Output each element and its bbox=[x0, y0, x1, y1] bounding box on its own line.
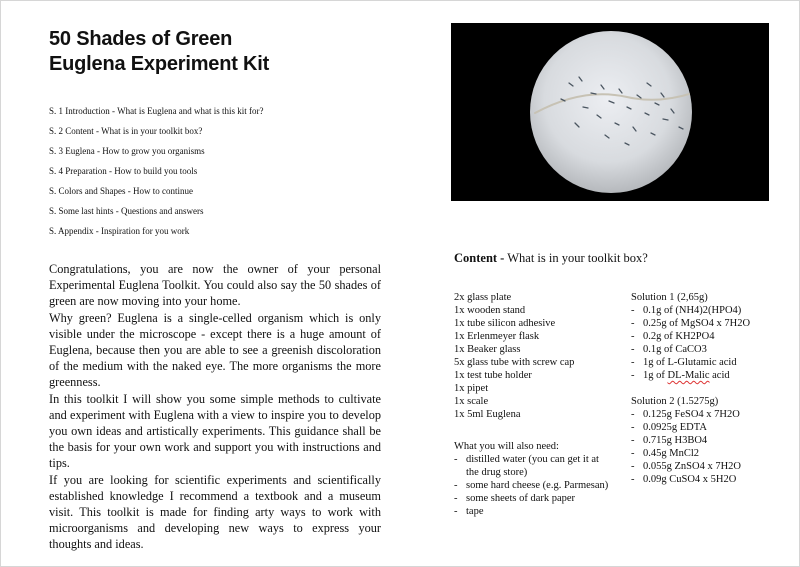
list-item: - tape bbox=[454, 505, 614, 518]
toc-item: S. 3 Euglena - How to grow you organisms bbox=[49, 146, 205, 156]
list-item: 1x scale bbox=[454, 396, 489, 407]
spellcheck-marked-word: DL-Malic bbox=[667, 370, 710, 381]
list-item: 1x pipet bbox=[454, 383, 489, 394]
list-item: - some sheets of dark paper bbox=[454, 492, 614, 505]
list-item: 2x glass plate bbox=[454, 292, 512, 303]
intro-paragraph: Why green? Euglena is a single-celled organism which is only visible under the microscope - except there is a huge amount of Euglena, because then you are able to see a greenish discoloration of the medium with the naked eye. The more organisms the more greenness. bbox=[49, 310, 381, 390]
toc-item: S. 1 Introduction - What is Euglena and what is this kit for? bbox=[49, 106, 264, 116]
microscope-image bbox=[451, 23, 769, 201]
intro-text bbox=[49, 261, 381, 553]
toc-item: S. Some last hints - Questions and answers bbox=[49, 206, 204, 216]
microscope-view bbox=[451, 23, 769, 201]
list-item: - 0.0925g EDTA bbox=[631, 421, 791, 434]
list-item: - 0.715g H3BO4 bbox=[631, 434, 791, 447]
list-item: 5x glass tube with screw cap bbox=[454, 357, 575, 368]
intro-paragraph: In this toolkit I will show you some simple methods to cultivate and experiment with Euglena with a view to inspire you to develop you own ideas and artistically experiments. This guidance shall be the basis for your own work and support you with instructions and tips. bbox=[49, 391, 381, 471]
list-item: - 0.055g ZnSO4 x 7H2O bbox=[631, 460, 791, 473]
list-item: 1x wooden stand bbox=[454, 305, 526, 316]
toc-item: S. 2 Content - What is in your toolkit box? bbox=[49, 126, 203, 136]
list-item bbox=[631, 369, 791, 382]
additional-needs-title: What you will also need: bbox=[454, 441, 559, 452]
item-prefix: 1g of bbox=[643, 370, 668, 381]
list-item: 1x Erlenmeyer flask bbox=[454, 331, 540, 342]
list-item: - 0.125g FeSO4 x 7H2O bbox=[631, 408, 791, 421]
intro-paragraph: If you are looking for scientific experiments and scientifically established knowledge I recommend a textbook and a museum visit. This toolkit is made for finding arty ways to work with microorganisms and developing new ways to express your thoughts and ideas. bbox=[49, 472, 381, 552]
item-suffix: acid bbox=[709, 370, 730, 381]
content-heading-label: Content - bbox=[454, 251, 505, 265]
solution-2-list bbox=[631, 408, 791, 486]
list-item: - 0.45g MnCl2 bbox=[631, 447, 791, 460]
intro-paragraph: Congratulations, you are now the owner of your personal Experimental Euglena Toolkit. You could also say the 50 shades of green are now moving into your home. bbox=[49, 262, 381, 309]
additional-needs-list bbox=[454, 453, 614, 518]
list-item: - 0.1g of (NH4)2(HPO4) bbox=[631, 304, 791, 317]
list-item: - 0.1g of CaCO3 bbox=[631, 343, 791, 356]
list-item: - some hard cheese (e.g. Parmesan) bbox=[454, 479, 614, 492]
content-heading bbox=[454, 251, 648, 266]
title-line-1: 50 Shades of Green bbox=[49, 28, 233, 50]
title-line-2: Euglena Experiment Kit bbox=[49, 53, 270, 75]
list-item: - 0.09g CuSO4 x 5H2O bbox=[631, 473, 791, 486]
solution-2 bbox=[631, 395, 791, 486]
toc-item: S. Appendix - Inspiration for you work bbox=[49, 226, 190, 236]
list-item: 1x 5ml Euglena bbox=[454, 409, 521, 420]
content-heading-subtitle: What is in your toolkit box? bbox=[504, 251, 648, 265]
list-item: - 0.25g of MgSO4 x 7H2O bbox=[631, 317, 791, 330]
list-item: 1x test tube holder bbox=[454, 370, 532, 381]
toc-item: S. Colors and Shapes - How to continue bbox=[49, 186, 193, 196]
table-of-contents bbox=[49, 101, 389, 241]
solution-1-title: Solution 1 (2,65g) bbox=[631, 292, 708, 303]
list-item: 1x tube silicon adhesive bbox=[454, 318, 556, 329]
additional-needs bbox=[454, 440, 614, 518]
list-item: - 0.2g of KH2PO4 bbox=[631, 330, 791, 343]
page-title bbox=[49, 27, 269, 77]
solution-2-title: Solution 2 (1.5275g) bbox=[631, 396, 719, 407]
toolkit-items-list bbox=[454, 291, 574, 421]
specimen-field bbox=[530, 31, 692, 193]
solution-1 bbox=[631, 291, 791, 382]
list-item: 1x Beaker glass bbox=[454, 344, 521, 355]
list-item: - distilled water (you can get it at the drug store) bbox=[454, 453, 614, 479]
toc-item: S. 4 Preparation - How to build you tools bbox=[49, 166, 198, 176]
list-item: - 1g of L-Glutamic acid bbox=[631, 356, 791, 369]
solution-1-list bbox=[631, 304, 791, 382]
